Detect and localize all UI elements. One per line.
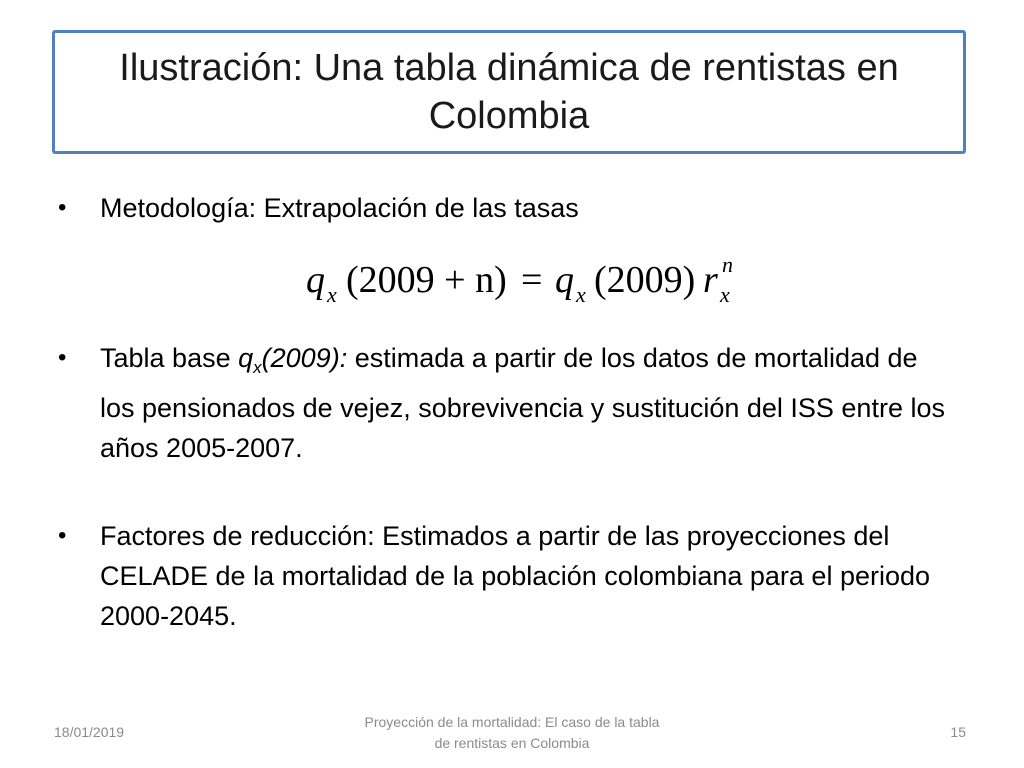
slide-number: 15 <box>950 724 966 740</box>
formula-rhs-q: q <box>555 259 574 301</box>
bullet-base-table-rest: estimada a partir de los datos de mortalidad de los pensionados de vejez, sobrevivencia y sustitución del ISS entre los años 2005-2007. <box>100 343 945 463</box>
bullet-base-table-lead: Tabla base <box>100 343 239 373</box>
formula-rhs-r: r <box>703 259 718 301</box>
formula-lhs-subscript: x <box>327 282 337 307</box>
bullet-methodology-text: Metodología: Extrapolación de las tasas <box>100 193 579 223</box>
slide-title: Ilustración: Una tabla dinámica de rentistas en Colombia <box>119 47 899 137</box>
formula-lhs-argument: (2009 + n) <box>346 259 507 301</box>
footer-caption: Proyección de la mortalidad: El caso de la tabla de rentistas en Colombia <box>364 714 660 751</box>
formula-equals: = <box>521 259 543 301</box>
bullet-base-table-subscript: x <box>253 358 262 377</box>
bullet-base-table <box>58 338 958 468</box>
bullet-methodology <box>58 188 958 228</box>
bullet-reduction-factors-text: Factores de reducción: Estimados a partir de las proyecciones del CELADE de la mortalidad de la población colombiana para el periodo 2000-2045. <box>100 521 931 631</box>
footer-date: 18/01/2019 <box>54 724 125 740</box>
formula-rhs-r-subscript: x <box>720 282 730 307</box>
formula-rhs-argument: (2009) <box>594 259 696 301</box>
formula-lhs-q: q <box>306 259 325 301</box>
bullet-base-table-year: (2009): <box>261 343 348 373</box>
bullet-base-table-text <box>100 338 958 468</box>
title-box <box>52 30 966 154</box>
extrapolation-formula <box>300 252 750 314</box>
formula-rhs-r-superscript: n <box>722 252 733 277</box>
bullet-base-table-q: q <box>238 343 254 373</box>
formula-rhs-subscript: x <box>576 282 586 307</box>
bullet-reduction-factors <box>58 516 958 636</box>
bullet-dot-icon: • <box>58 522 67 549</box>
bullet-dot-icon: • <box>58 344 67 371</box>
bullet-dot-icon: • <box>58 194 67 221</box>
